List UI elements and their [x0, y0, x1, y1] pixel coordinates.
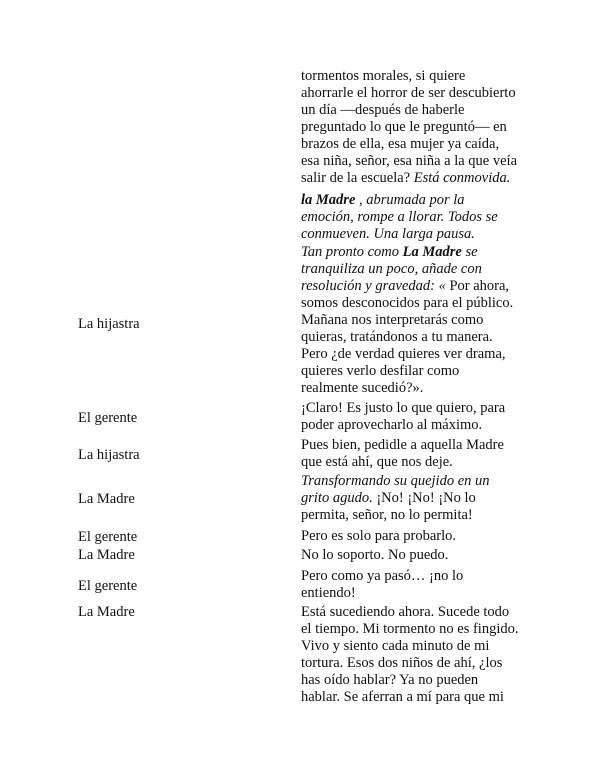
speaker-name: La hijastra: [78, 316, 140, 332]
stage-direction: se: [461, 244, 478, 260]
text-line: No lo soporto. No puedo.: [301, 547, 449, 563]
speaker-name: El gerente: [78, 578, 138, 594]
text-line: quieras, tratándonos a tu manera.: [301, 329, 493, 345]
dialogue-block-madre-1: [301, 473, 531, 524]
text-line: has oído hablar? Ya no pueden: [301, 672, 479, 688]
dialogue-block-gerente-2: [301, 528, 531, 545]
stage-direction: grito agudo.: [301, 490, 373, 506]
text-line: realmente sucedió?».: [301, 380, 424, 396]
stage-direction-line: emoción, rompe a llorar. Todos se: [301, 209, 498, 225]
dialogue-block-madre-3: [301, 604, 531, 706]
dialogue-block-gerente-3: [301, 568, 531, 602]
stage-direction: resolución y gravedad: «: [301, 278, 446, 294]
text-line: [301, 278, 531, 295]
text-line: ahorrarle el horror de ser descubierto: [301, 85, 516, 101]
text-line: Pero como ya pasó… ¡no lo: [301, 568, 464, 584]
text-line: [301, 244, 531, 261]
text-line: el tiempo. Mi tormento no es fingido.: [301, 621, 519, 637]
dialogue-block-hijastra-2: [301, 437, 531, 471]
text-line: somos desconocidos para el público.: [301, 295, 514, 311]
text-line: hablar. Se aferran a mí para que mi: [301, 689, 504, 705]
stage-direction: Tan pronto como: [301, 244, 403, 260]
text-line: tortura. Esos dos niños de ahí, ¿los: [301, 655, 503, 671]
text-line: [301, 170, 531, 187]
text-line: Pues bien, pedidle a aquella Madre: [301, 437, 504, 453]
character-name-emphasis: la Madre: [301, 192, 356, 208]
text-line: permita, señor, no lo permita!: [301, 507, 473, 523]
text-line: tormentos morales, si quiere: [301, 68, 466, 84]
text-line: esa niña, señor, esa niña a la que veía: [301, 153, 518, 169]
text-run: ¡No! ¡No! ¡No lo: [372, 490, 476, 506]
stage-direction: , abrumada por la: [355, 192, 465, 208]
stage-direction: Está conmovida.: [413, 170, 511, 186]
speaker-name: La hijastra: [78, 447, 140, 463]
speaker-name: La Madre: [78, 604, 135, 620]
speaker-name: La Madre: [78, 547, 135, 563]
text-line: Está sucediendo ahora. Sucede todo: [301, 604, 510, 620]
stage-direction-line: conmueven. Una larga pausa.: [301, 226, 475, 242]
text-line: [301, 490, 531, 507]
character-name-emphasis: La Madre: [402, 244, 462, 260]
text-run: salir de la escuela?: [301, 170, 411, 186]
text-line: entiendo!: [301, 585, 356, 601]
text-line: preguntado lo que le preguntó— en: [301, 119, 507, 135]
stage-direction-block: [301, 192, 531, 243]
dialogue-block-madre-2: [301, 547, 531, 564]
text-line: Mañana nos interpretarás como: [301, 312, 484, 328]
text-run: Por ahora,: [445, 278, 510, 294]
speaker-name: El gerente: [78, 410, 138, 426]
dialogue-block-continuation: [301, 68, 531, 187]
text-line: ¡Claro! Es justo lo que quiero, para: [301, 400, 506, 416]
stage-direction-line: Transformando su quejido en un: [301, 473, 490, 489]
speaker-name: La Madre: [78, 491, 135, 507]
stage-direction-line: tranquiliza un poco, añade con: [301, 261, 482, 277]
text-line: [301, 192, 531, 209]
text-line: quieres verlo desfilar como: [301, 363, 460, 379]
text-line: brazos de ella, esa mujer ya caída,: [301, 136, 500, 152]
text-line: Vivo y siento cada minuto de mi: [301, 638, 490, 654]
text-line: un día —después de haberle: [301, 102, 465, 118]
speaker-name: El gerente: [78, 529, 138, 545]
dialogue-block-hijastra-1: [301, 244, 531, 397]
text-line: que está ahí, que nos deje.: [301, 454, 453, 470]
text-line: poder aprovecharlo al máximo.: [301, 417, 483, 433]
text-line: Pero es solo para probarlo.: [301, 528, 457, 544]
text-line: Pero ¿de verdad quieres ver drama,: [301, 346, 506, 362]
dialogue-block-gerente-1: [301, 400, 531, 434]
